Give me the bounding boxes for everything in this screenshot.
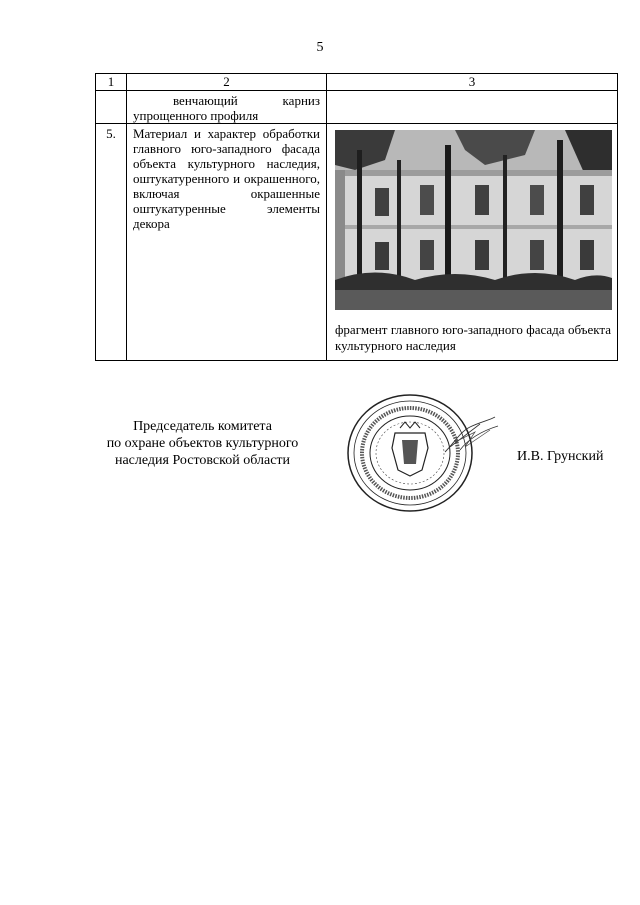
- photo-cell: [327, 91, 618, 124]
- row-number: 5.: [106, 126, 116, 141]
- photo-caption: фрагмент главного юго-западного фасада объекта культурного наследия: [335, 322, 611, 353]
- signatory-title: [95, 418, 310, 469]
- header-col-1: 1: [96, 74, 127, 91]
- description-text: Материал и характер обработки главного юго-западного фасада объекта культурного наследия, оштукатуренного и окрашенного, включая окрашенные оштукатуренные элементы декора: [133, 126, 320, 231]
- heritage-table: [95, 73, 618, 361]
- page-number: 5: [316, 40, 324, 55]
- header-col-2: 2: [127, 74, 327, 91]
- signatory-title-line: Председатель комитета: [133, 419, 272, 434]
- row-number-cell: [96, 91, 127, 124]
- row-number-cell: [96, 124, 127, 361]
- signatory-title-line: по охране объектов культурного: [106, 436, 299, 451]
- description-line: венчающий карниз: [173, 93, 320, 108]
- table-row: [96, 91, 618, 124]
- description-line: упрощенного профиля: [133, 108, 259, 123]
- header-col-3: 3: [327, 74, 618, 91]
- signatory-title-line: наследия Ростовской области: [114, 453, 291, 468]
- signatory-name: И.В. Грунский: [517, 449, 604, 464]
- facade-photo: [335, 130, 612, 310]
- photo-cell: [327, 124, 618, 361]
- table-header-row: [96, 74, 618, 91]
- description-cell: [127, 91, 327, 124]
- description-cell: [127, 124, 327, 361]
- handwritten-signature-icon: [440, 412, 500, 462]
- table-row: [96, 124, 618, 361]
